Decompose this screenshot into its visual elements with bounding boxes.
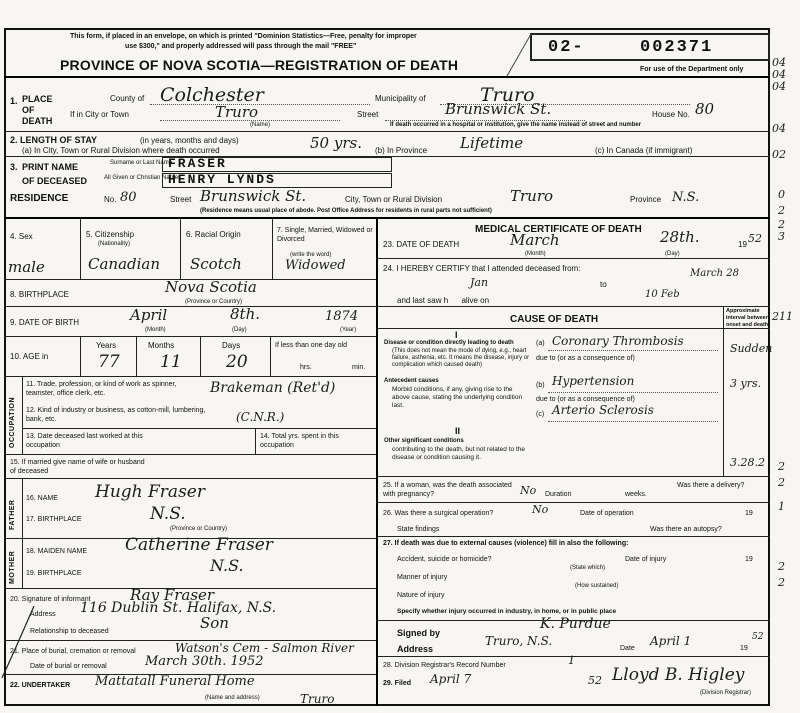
- dob-year: 1874: [325, 309, 359, 324]
- dob-label: 9. DATE OF BIRTH: [10, 318, 80, 327]
- cause-b-label: (b): [536, 382, 545, 389]
- cell-divider: [180, 219, 181, 279]
- father-name-label: 16. NAME: [26, 495, 58, 502]
- interval-a: Sudden: [730, 342, 773, 355]
- divider: [4, 454, 376, 455]
- city-value: Truro: [215, 103, 259, 121]
- residence-note: (Residence means usual place of abode. Post Office Address for residents in rural parts not sufficient): [200, 208, 492, 214]
- registration-prefix: 02-: [548, 38, 585, 57]
- cert-year: 52: [752, 632, 764, 642]
- margin-code: 2: [778, 576, 785, 589]
- last-seen-mid: alive on: [461, 296, 490, 305]
- interval-b: 3 yrs.: [730, 377, 762, 390]
- registration-number: 002371: [640, 38, 714, 57]
- birthplace-value: Nova Scotia: [165, 278, 257, 296]
- dod-year-prefix: 19: [738, 240, 747, 249]
- cell-divider: [723, 306, 724, 476]
- undertaker-value: Mattatall Funeral Home: [95, 674, 255, 689]
- cell-divider: [22, 478, 23, 538]
- informant-address-label: Address: [30, 611, 56, 618]
- dod-day: 28th.: [660, 228, 700, 246]
- father-side-label: FATHER: [9, 499, 16, 530]
- age-hrs: hrs.: [300, 364, 312, 371]
- nature-label: Nature of injury: [397, 592, 445, 599]
- cell-divider: [22, 376, 23, 454]
- dob-year-caption: (Year): [340, 327, 357, 333]
- divider: [4, 336, 376, 337]
- surgery-value: No: [532, 503, 549, 516]
- margin-code: 1: [778, 500, 785, 513]
- margin-code: 04: [772, 122, 786, 135]
- trade-label: 11. Trade, profession, or kind of work as spinner, teamster, office clerk, etc.: [26, 381, 177, 397]
- signed-by-label: Signed by: [397, 628, 441, 638]
- cause-c-label: (c): [536, 411, 545, 418]
- cause-a-line: [548, 350, 718, 351]
- pen-stroke-mark: [0, 600, 40, 680]
- margin-code: 02: [772, 148, 786, 161]
- stay-city-label: (a) In City, Town or Rural Division where death occurred: [22, 146, 220, 155]
- street-label: Street: [357, 110, 379, 119]
- municipality-value: Truro: [480, 84, 535, 106]
- informant-signature: Ray Fraser: [130, 586, 215, 604]
- surgery-label: 26. Was there a surgical operation?: [383, 510, 494, 517]
- residence-street: Brunswick St.: [200, 187, 307, 205]
- divider: [378, 258, 770, 259]
- cert-date-label: Date: [620, 645, 635, 652]
- signed-by-value: K. Purdue: [540, 616, 611, 632]
- page-title: PROVINCE OF NOVA SCOTIA—REGISTRATION OF DEATH: [60, 57, 459, 73]
- age-months: 11: [160, 352, 182, 372]
- filed-label: 29. Filed: [383, 680, 412, 687]
- envelope-note-1: This form, if placed in an envelope, on which is printed "Dominion Statistics—Free, penalty for improper: [70, 33, 417, 40]
- residence-city: Truro: [510, 187, 554, 205]
- burial-date: March 30th. 1952: [145, 654, 264, 669]
- dod-day-caption: (Day): [665, 251, 680, 257]
- envelope-note-2: use $300," and properly addressed will pass through the mail "FREE": [125, 43, 357, 50]
- street-line: [385, 120, 585, 121]
- record-number: 1: [568, 654, 575, 667]
- age-min: min.: [352, 364, 366, 371]
- relationship-label: Relationship to deceased: [30, 628, 109, 635]
- weeks-label: weeks.: [625, 491, 647, 498]
- undertaker-label: 22. UNDERTAKER: [10, 682, 71, 689]
- attended-to: March 28: [690, 268, 739, 279]
- age-months-label: Months: [148, 341, 175, 350]
- age-note: If less than one day old: [275, 342, 347, 349]
- due-to-2: due to (or as a consequence of): [536, 396, 635, 403]
- registrar-caption: (Division Registrar): [700, 690, 752, 696]
- dod-year: 52: [748, 232, 762, 245]
- municipality-label: Municipality of: [375, 94, 426, 103]
- residence-province: N.S.: [672, 190, 700, 205]
- roman-2: II: [455, 426, 461, 436]
- mother-birthplace-label: 19. BIRTHPLACE: [26, 570, 82, 577]
- citizenship-sub: (Nationality): [98, 241, 131, 247]
- informant-address: 116 Dublin St. Halifax, N.S.: [80, 600, 277, 616]
- s2-number: 2.: [10, 135, 18, 145]
- origin-label: 6. Racial Origin: [186, 230, 241, 239]
- roman-1: I: [455, 330, 458, 340]
- cell-divider: [136, 336, 137, 376]
- margin-code: 2: [778, 460, 785, 473]
- divider: [4, 217, 770, 219]
- dod-month: March: [510, 231, 560, 249]
- how-caption: (How sustained): [575, 583, 619, 589]
- pen-stroke-mark: [505, 30, 535, 80]
- stay-province-value: Lifetime: [460, 134, 524, 152]
- s3-label-1: PRINT NAME: [22, 162, 78, 172]
- due-to-1: due to (or as a consequence of): [536, 355, 635, 362]
- date-injury-label: Date of injury: [625, 556, 667, 563]
- cell-divider: [80, 336, 81, 376]
- age-years-label: Years: [96, 341, 117, 350]
- cause-header: CAUSE OF DEATH: [510, 314, 599, 325]
- cell-divider: [80, 219, 81, 279]
- specify-caption: (State which): [570, 565, 606, 571]
- cell-divider: [255, 428, 256, 454]
- filed-date: April 7: [430, 672, 472, 686]
- father-birthplace-caption: (Province or Country): [170, 526, 228, 532]
- s3-number: 3.: [10, 162, 18, 172]
- cell-divider: [200, 336, 201, 376]
- margin-code: 04: [772, 68, 786, 81]
- residence-label: RESIDENCE: [10, 193, 69, 204]
- divider: [4, 76, 770, 78]
- findings-label: State findings: [397, 526, 440, 533]
- mother-birthplace: N.S.: [210, 556, 244, 575]
- antecedent-label: Antecedent causes: [384, 378, 439, 384]
- house-label: House No.: [652, 110, 690, 119]
- s2-detail: (in years, months and days): [140, 136, 239, 145]
- residence-no-label: No.: [104, 195, 117, 204]
- birthplace-caption: (Province or Country): [185, 299, 243, 305]
- residence-province-label: Province: [630, 195, 662, 204]
- cert-address: Truro, N.S.: [485, 634, 553, 648]
- operation-year: 19: [745, 510, 753, 517]
- last-seen-label: [397, 296, 489, 305]
- injury-year: 19: [745, 556, 753, 563]
- divider: [378, 476, 770, 477]
- origin-value: Scotch: [190, 255, 242, 273]
- divider: [4, 478, 376, 479]
- occupation-side-label: OCCUPATION: [9, 396, 16, 448]
- margin-code: 0: [778, 188, 785, 201]
- divider: [378, 536, 770, 537]
- age-days: 20: [226, 352, 248, 372]
- margin-code: 2: [778, 476, 785, 489]
- given-label: All Given or Christian Names: [104, 175, 182, 181]
- divider: [378, 328, 770, 329]
- cause-c: Arterio Sclerosis: [552, 403, 654, 417]
- attended-to-label: to: [600, 280, 607, 289]
- cell-divider: [22, 538, 23, 588]
- institution-note: If death occurred in a hospital or institution, give the name instead of street and number: [390, 122, 642, 128]
- dob-month: April: [130, 306, 168, 324]
- given-value: HENRY LYNDS: [168, 172, 276, 187]
- pregnancy-label: 25. If a woman, was the death associated with pregnancy?: [383, 482, 512, 498]
- interval-header: Approximate interval between onset and death: [726, 308, 770, 328]
- informant-label: 20. Signature of informant: [10, 596, 91, 603]
- last-seen-date: 10 Feb: [645, 289, 680, 300]
- divider: [4, 131, 770, 132]
- burial-place: Watson's Cem - Salmon River: [175, 641, 354, 655]
- mother-maiden-label: 18. MAIDEN NAME: [26, 548, 88, 555]
- trade-value: Brakeman (Ret'd): [210, 380, 336, 396]
- house-value: 80: [695, 100, 715, 118]
- margin-code: 2: [778, 560, 785, 573]
- manner-label: Manner of injury: [397, 574, 448, 581]
- divider: [378, 306, 770, 307]
- specify-where: Specify whether injury occurred in industry, in home, or in public place: [397, 608, 617, 615]
- divider: [4, 306, 376, 307]
- street-value: Brunswick St.: [445, 100, 552, 118]
- mother-side-label: MOTHER: [9, 550, 16, 584]
- mother-maiden: Catherine Fraser: [125, 535, 273, 555]
- s1-number: 1.: [10, 96, 18, 106]
- county-label: County of: [110, 94, 145, 103]
- medical-header: MEDICAL CERTIFICATE OF DEATH: [475, 224, 642, 235]
- s2-title: LENGTH OF STAY: [20, 135, 98, 145]
- cause-c-line: [548, 421, 718, 422]
- dob-month-caption: (Month): [145, 327, 166, 333]
- external-label: 27. If death was due to external causes (violence) fill in also the following:: [383, 540, 629, 547]
- burial-date-label: Date of burial or removal: [30, 663, 107, 670]
- cert-address-label: Address: [397, 644, 434, 654]
- surname-label: Surname or Last Name: [110, 160, 173, 166]
- sex-value: male: [8, 258, 45, 276]
- birthplace-label: 8. BIRTHPLACE: [10, 290, 69, 299]
- county-value: Colchester: [160, 84, 264, 106]
- relationship-value: Son: [200, 614, 229, 632]
- immediate-label: Disease or condition directly leading to death: [384, 340, 514, 346]
- stay-province-label: (b) In Province: [375, 146, 428, 155]
- marital-value: Widowed: [285, 258, 346, 273]
- pregnancy-value: No: [520, 484, 537, 497]
- certify-label: 24. I HEREBY CERTIFY that I attended deceased from:: [383, 264, 581, 273]
- margin-code: 04: [772, 80, 786, 93]
- margin-code: 04: [772, 56, 786, 69]
- residence-no: 80: [120, 190, 137, 205]
- age-label: 10. AGE in: [10, 352, 49, 361]
- cause-a-label: (a): [536, 340, 545, 347]
- cell-divider: [270, 336, 271, 376]
- s3-label-2: OF DECEASED: [22, 176, 88, 186]
- dod-label: 23. DATE OF DEATH: [383, 240, 460, 249]
- margin-code: 3: [778, 230, 785, 243]
- surname-value: FRASER: [168, 156, 227, 171]
- citizenship-value: Canadian: [88, 255, 161, 273]
- duration-label: Duration: [545, 491, 572, 498]
- s1-label: PLACE OF DEATH: [22, 94, 53, 126]
- divider: [22, 428, 376, 429]
- father-birthplace-label: 17. BIRTHPLACE: [26, 516, 82, 523]
- spouse-label: 15. If married give name of wife or husband of deceased: [10, 459, 145, 475]
- margin-code: 2: [778, 218, 785, 231]
- cause-b-line: [548, 392, 718, 393]
- cause-a: Coronary Thrombosis: [552, 334, 684, 348]
- last-worked-label: 13. Date deceased last worked at this occupation: [26, 433, 143, 449]
- other-label: Other significant conditions: [384, 438, 464, 444]
- residence-city-label: City, Town or Rural Division: [345, 195, 443, 204]
- industry-label: 12. Kind of industry or business, as cotton-mill, lumbering, bank, etc.: [26, 407, 206, 423]
- undertaker-city: Truro: [300, 692, 335, 706]
- residence-street-label: Street: [170, 195, 192, 204]
- attended-from: Jan: [470, 276, 489, 289]
- undertaker-caption: (Name and address): [205, 695, 260, 701]
- margin-code: 2: [778, 204, 785, 217]
- industry-value: (C.N.R.): [236, 410, 285, 424]
- cert-year-prefix: 19: [740, 645, 748, 652]
- sex-label: 4. Sex: [10, 232, 33, 241]
- citizenship-label: 5. Citizenship: [86, 230, 135, 239]
- father-name: Hugh Fraser: [95, 482, 205, 502]
- cert-date: April 1: [650, 634, 692, 648]
- cause-b: Hypertension: [552, 374, 635, 388]
- cell-divider: [272, 219, 273, 279]
- burial-place-label: 21. Place of burial, cremation or removal: [10, 648, 136, 655]
- marital-sub: (write the word): [290, 252, 332, 258]
- filed-year: 52: [588, 674, 602, 687]
- delivery-label: Was there a delivery?: [677, 482, 745, 489]
- immediate-note: (This does not mean the mode of dying, e.g., heart failure, asthenia, etc. It means the disease, injury or complication which caused death): [392, 348, 530, 368]
- last-seen-prefix: and last saw h: [397, 296, 449, 305]
- age-days-label: Days: [222, 341, 241, 350]
- stay-canada-label: (c) In Canada (if immigrant): [595, 146, 693, 155]
- record-number-label: 28. Division Registrar's Record Number: [383, 662, 506, 669]
- father-birthplace: N.S.: [150, 504, 186, 524]
- dod-month-caption: (Month): [525, 251, 546, 257]
- name-caption: (Name): [250, 122, 271, 128]
- dob-day: 8th.: [230, 305, 260, 323]
- other-note: contributing to the death, but not related to the disease or condition causing it.: [392, 446, 525, 461]
- operation-date-label: Date of operation: [580, 510, 634, 517]
- autopsy-label: Was there an autopsy?: [650, 526, 722, 533]
- divider: [378, 502, 770, 503]
- stay-city-value: 50 yrs.: [310, 134, 362, 152]
- marital-label: 7. Single, Married, Widowed or Divorced: [277, 227, 373, 243]
- margin-code: 211: [772, 310, 793, 323]
- dob-day-caption: (Day): [232, 327, 247, 333]
- total-years-label: 14. Total yrs. spent in this occupation: [260, 433, 339, 449]
- department-note: For use of the Department only: [640, 66, 744, 73]
- age-years: 77: [98, 352, 120, 372]
- registrar-signature: Lloyd B. Higley: [612, 665, 745, 685]
- s2-label: [10, 135, 97, 145]
- divider: [4, 376, 376, 377]
- antecedent-note: Morbid conditions, if any, giving rise to the above cause, stating the underlying condition last.: [392, 386, 523, 409]
- cause-side-note: 3.28.2: [730, 456, 765, 469]
- column-divider: [376, 218, 378, 706]
- city-label: If in City or Town: [70, 110, 129, 119]
- accident-label: Accident, suicide or homicide?: [397, 556, 492, 563]
